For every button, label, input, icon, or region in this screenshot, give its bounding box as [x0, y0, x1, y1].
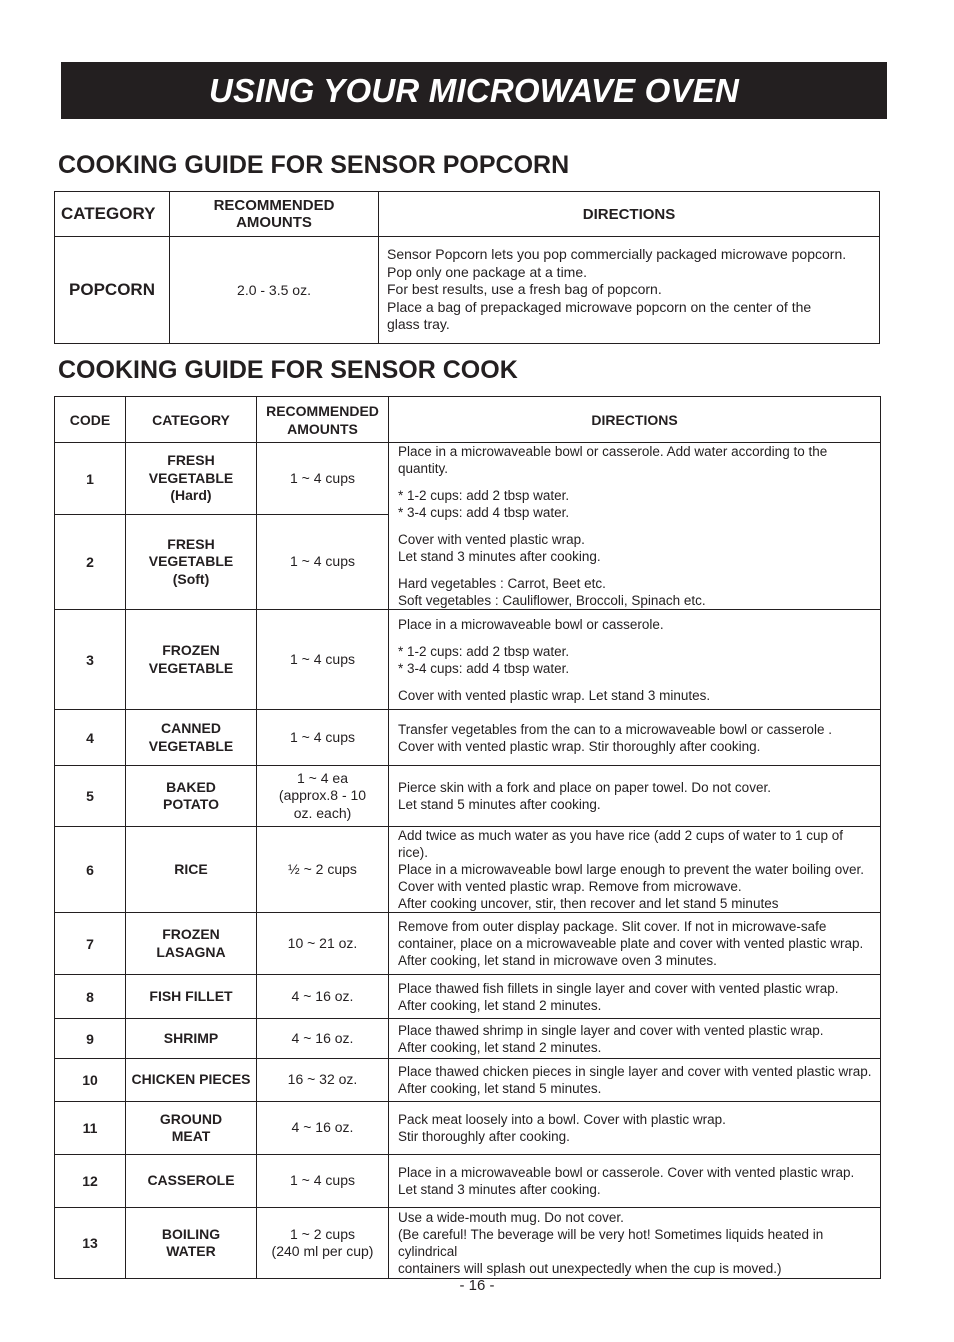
row-category-line: (Hard) — [170, 487, 212, 504]
header-directions: DIRECTIONS — [379, 192, 880, 237]
direction-line: Remove from outer display package. Slit cover. If not in microwave-safe — [398, 919, 827, 934]
row-amount-line: 1 ~ 4 cups — [290, 1172, 355, 1189]
page-banner — [61, 62, 887, 119]
row-category-line: POTATO — [163, 796, 219, 812]
row-category — [126, 766, 257, 827]
row-amount-line: 1 ~ 4 cups — [290, 469, 355, 486]
popcorn-directions — [379, 237, 880, 344]
row-category-line: CASSEROLE — [147, 1172, 235, 1189]
table-row — [55, 1102, 881, 1155]
row-amount-line: (approx.8 - 10 — [278, 787, 367, 804]
direction-line: Place thawed fish fillets in single layer and cover with vented plastic wrap. — [398, 980, 839, 996]
row-category-line: FISH FILLET — [149, 987, 233, 1004]
direction-line: After cooking, let stand 2 minutes. — [398, 1039, 602, 1055]
row-directions — [389, 913, 881, 975]
direction-line: After cooking uncover, stir, then recover and let stand 5 minutes — [398, 896, 779, 911]
row-category-line: VEGETABLE — [148, 553, 234, 570]
row-amount-line: 4 ~ 16 oz. — [291, 1029, 354, 1046]
page-number: - 16 - — [459, 1277, 495, 1294]
row-directions — [389, 1208, 881, 1279]
popcorn-direction-line: Sensor Popcorn lets you pop commercially packaged microwave popcorn. — [387, 246, 847, 263]
row-amount-line: 1 ~ 2 cups — [290, 1225, 355, 1242]
row-amount-line: 16 ~ 32 oz. — [287, 1071, 358, 1088]
direction-line: Transfer vegetables from the can to a microwaveable bowl or casserole . — [398, 721, 832, 737]
header-category: CATEGORY — [55, 192, 170, 237]
row-category — [126, 1019, 257, 1059]
table-row — [55, 1019, 881, 1059]
row-category-line: VEGETABLE — [148, 737, 234, 754]
direction-line: Place thawed chicken pieces in single layer and cover with vented plastic wrap. — [398, 1064, 872, 1079]
direction-line: * 3-4 cups: add 4 tbsp water. — [398, 505, 570, 520]
cook-header-row — [55, 397, 881, 443]
row-category-line: BOILING — [161, 1225, 221, 1242]
row-directions — [389, 766, 881, 827]
popcorn-heading: COOKING GUIDE FOR SENSOR POPCORN — [58, 151, 570, 179]
direction-line: Place thawed shrimp in single layer and cover with vented plastic wrap. — [398, 1022, 824, 1038]
row-amount — [257, 610, 389, 710]
row-amount-line: 1 ~ 4 cups — [290, 728, 355, 745]
row-directions — [389, 975, 881, 1019]
header-amounts-line1: RECOMMENDED — [213, 197, 335, 214]
cook-table-body — [55, 443, 881, 1279]
direction-line: Cover with vented plastic wrap. — [398, 532, 585, 547]
row-amount-line: 1 ~ 4 ea — [297, 769, 348, 786]
row-category-line: MEAT — [171, 1128, 211, 1144]
row-amount — [257, 1155, 389, 1208]
row-amount-line: 4 ~ 16 oz. — [291, 1119, 354, 1136]
row-category — [126, 515, 257, 610]
row-amount-line: 1 ~ 4 cups — [290, 650, 355, 667]
popcorn-direction-line: For best results, use a fresh bag of popcorn. — [387, 281, 662, 298]
table-row — [55, 913, 881, 975]
direction-line: * 1-2 cups: add 2 tbsp water. — [398, 643, 570, 659]
direction-line: Use a wide-mouth mug. Do not cover. — [398, 1210, 624, 1225]
direction-line: Place in a microwaveable bowl or casserole. Add water according to the quantity. — [398, 444, 828, 476]
table-row — [55, 975, 881, 1019]
row-category-line: GROUND — [159, 1110, 223, 1127]
direction-line: Let stand 3 minutes after cooking. — [398, 1182, 601, 1197]
row-code: 8 — [55, 975, 126, 1019]
direction-line: containers will splash out unexpectedly when the cup is moved.) — [398, 1261, 782, 1276]
table-row — [55, 710, 881, 766]
row-code: 2 — [55, 515, 126, 610]
row-amount — [257, 975, 389, 1019]
row-amount — [257, 1208, 389, 1279]
row-category-line: VEGETABLE — [148, 659, 234, 676]
row-category — [126, 610, 257, 710]
row-amount — [257, 766, 389, 827]
row-category — [126, 1208, 257, 1279]
row-amount-line: 1 ~ 4 cups — [290, 553, 355, 570]
popcorn-amount: 2.0 - 3.5 oz. — [170, 237, 379, 344]
direction-line: Place in a microwaveable bowl or casserole. Cover with vented plastic wrap. — [398, 1165, 855, 1180]
row-amount — [257, 827, 389, 913]
row-directions — [389, 1102, 881, 1155]
header-amounts — [257, 397, 389, 443]
row-amount — [257, 1102, 389, 1155]
row-category-line: FROZEN — [162, 926, 220, 942]
row-category-line: CANNED — [161, 720, 221, 736]
row-code: 3 — [55, 610, 126, 710]
row-code: 12 — [55, 1155, 126, 1208]
popcorn-table — [54, 191, 880, 344]
page-title: USING YOUR MICROWAVE OVEN — [208, 71, 739, 109]
direction-line: Add twice as much water as you have rice (add 2 cups of water to 1 cup of rice). — [398, 828, 843, 860]
table-row — [55, 610, 881, 710]
row-directions — [389, 1059, 881, 1102]
row-amount-line: (240 ml per cup) — [271, 1243, 374, 1259]
direction-line: Stir thoroughly after cooking. — [398, 1129, 570, 1144]
direction-line: Soft vegetables : Cauliflower, Broccoli, Spinach etc. — [398, 593, 706, 608]
direction-line: Place in a microwaveable bowl large enough to prevent the water boiling over. — [398, 862, 865, 877]
header-directions: DIRECTIONS — [389, 397, 881, 443]
table-row — [55, 1059, 881, 1102]
header-code: CODE — [55, 397, 126, 443]
table-row — [55, 766, 881, 827]
row-category-line: SHRIMP — [163, 1029, 219, 1046]
direction-line: Pierce skin with a fork and place on paper towel. Do not cover. — [398, 780, 771, 795]
row-category — [126, 975, 257, 1019]
row-amount — [257, 1019, 389, 1059]
row-category — [126, 710, 257, 766]
header-category: CATEGORY — [126, 397, 257, 443]
row-category-line: (Soft) — [172, 570, 210, 587]
row-code: 7 — [55, 913, 126, 975]
row-category-line: FROZEN — [162, 642, 220, 658]
popcorn-header-row — [55, 192, 880, 237]
row-code: 9 — [55, 1019, 126, 1059]
row-code: 13 — [55, 1208, 126, 1279]
header-amounts — [170, 192, 379, 237]
row-amount — [257, 913, 389, 975]
popcorn-direction-line: Place a bag of prepackaged microwave popcorn on the center of the — [387, 298, 812, 315]
popcorn-direction-line: Pop only one package at a time. — [387, 263, 588, 280]
popcorn-direction-line: glass tray. — [387, 316, 450, 333]
row-category — [126, 1059, 257, 1102]
row-amount-line: oz. each) — [293, 804, 352, 821]
row-directions — [389, 610, 881, 710]
direction-line: Hard vegetables : Carrot, Beet etc. — [398, 576, 606, 591]
row-amount-line: 4 ~ 16 oz. — [291, 987, 354, 1004]
row-directions — [389, 827, 881, 913]
row-category-line: CHICKEN PIECES — [131, 1071, 251, 1088]
direction-line: container, place on a microwaveable plate and cover with vented plastic wrap. — [398, 936, 864, 951]
table-row — [55, 1155, 881, 1208]
table-row — [55, 443, 881, 515]
header-amounts-line1: RECOMMENDED — [266, 402, 379, 419]
row-code: 10 — [55, 1059, 126, 1102]
row-amount — [257, 710, 389, 766]
row-code: 4 — [55, 710, 126, 766]
row-category — [126, 913, 257, 975]
header-amounts-line2: AMOUNTS — [287, 420, 358, 437]
row-category — [126, 443, 257, 515]
row-directions — [389, 443, 881, 610]
header-amounts-line2: AMOUNTS — [236, 214, 312, 231]
sensor-cook-heading: COOKING GUIDE FOR SENSOR COOK — [58, 356, 518, 384]
direction-line: Cover with vented plastic wrap. Let stand 3 minutes. — [398, 687, 711, 703]
row-directions — [389, 1155, 881, 1208]
row-code: 6 — [55, 827, 126, 913]
row-category-line: RICE — [174, 860, 208, 877]
direction-line: * 1-2 cups: add 2 tbsp water. — [398, 488, 570, 503]
popcorn-row — [55, 237, 880, 344]
direction-line: Place in a microwaveable bowl or casserole. — [398, 616, 664, 632]
row-category-line: VEGETABLE — [148, 469, 234, 486]
row-amount — [257, 515, 389, 610]
row-amount — [257, 443, 389, 515]
row-amount — [257, 1059, 389, 1102]
sensor-cook-table — [54, 396, 881, 1279]
row-category-line: WATER — [166, 1243, 216, 1259]
row-amount-line: 10 ~ 21 oz. — [287, 934, 358, 951]
row-category-line: BAKED — [166, 778, 216, 795]
row-category-line: FRESH — [167, 452, 215, 469]
row-directions — [389, 710, 881, 766]
direction-line: Cover with vented plastic wrap. Remove from microwave. — [398, 879, 742, 894]
row-category-line: FRESH — [167, 535, 215, 552]
row-code: 1 — [55, 443, 126, 515]
row-category-line: LASAGNA — [156, 943, 226, 960]
direction-line: Pack meat loosely into a bowl. Cover with plastic wrap. — [398, 1112, 726, 1127]
direction-line: (Be careful! The beverage will be very hot! Sometimes liquids heated in cylindrical — [398, 1227, 824, 1259]
row-code: 11 — [55, 1102, 126, 1155]
direction-line: * 3-4 cups: add 4 tbsp water. — [398, 660, 570, 676]
row-amount-line: ½ ~ 2 cups — [288, 860, 357, 877]
popcorn-category: POPCORN — [55, 237, 170, 344]
direction-line: After cooking, let stand in microwave oven 3 minutes. — [398, 953, 717, 968]
row-directions — [389, 1019, 881, 1059]
direction-line: Let stand 3 minutes after cooking. — [398, 549, 601, 564]
table-row — [55, 1208, 881, 1279]
row-category — [126, 1102, 257, 1155]
direction-line: After cooking, let stand 2 minutes. — [398, 997, 602, 1013]
row-category — [126, 1155, 257, 1208]
row-category — [126, 827, 257, 913]
direction-line: After cooking, let stand 5 minutes. — [398, 1081, 602, 1096]
table-row — [55, 827, 881, 913]
direction-line: Cover with vented plastic wrap. Stir thoroughly after cooking. — [398, 738, 761, 754]
direction-line: Let stand 5 minutes after cooking. — [398, 797, 601, 812]
row-code: 5 — [55, 766, 126, 827]
